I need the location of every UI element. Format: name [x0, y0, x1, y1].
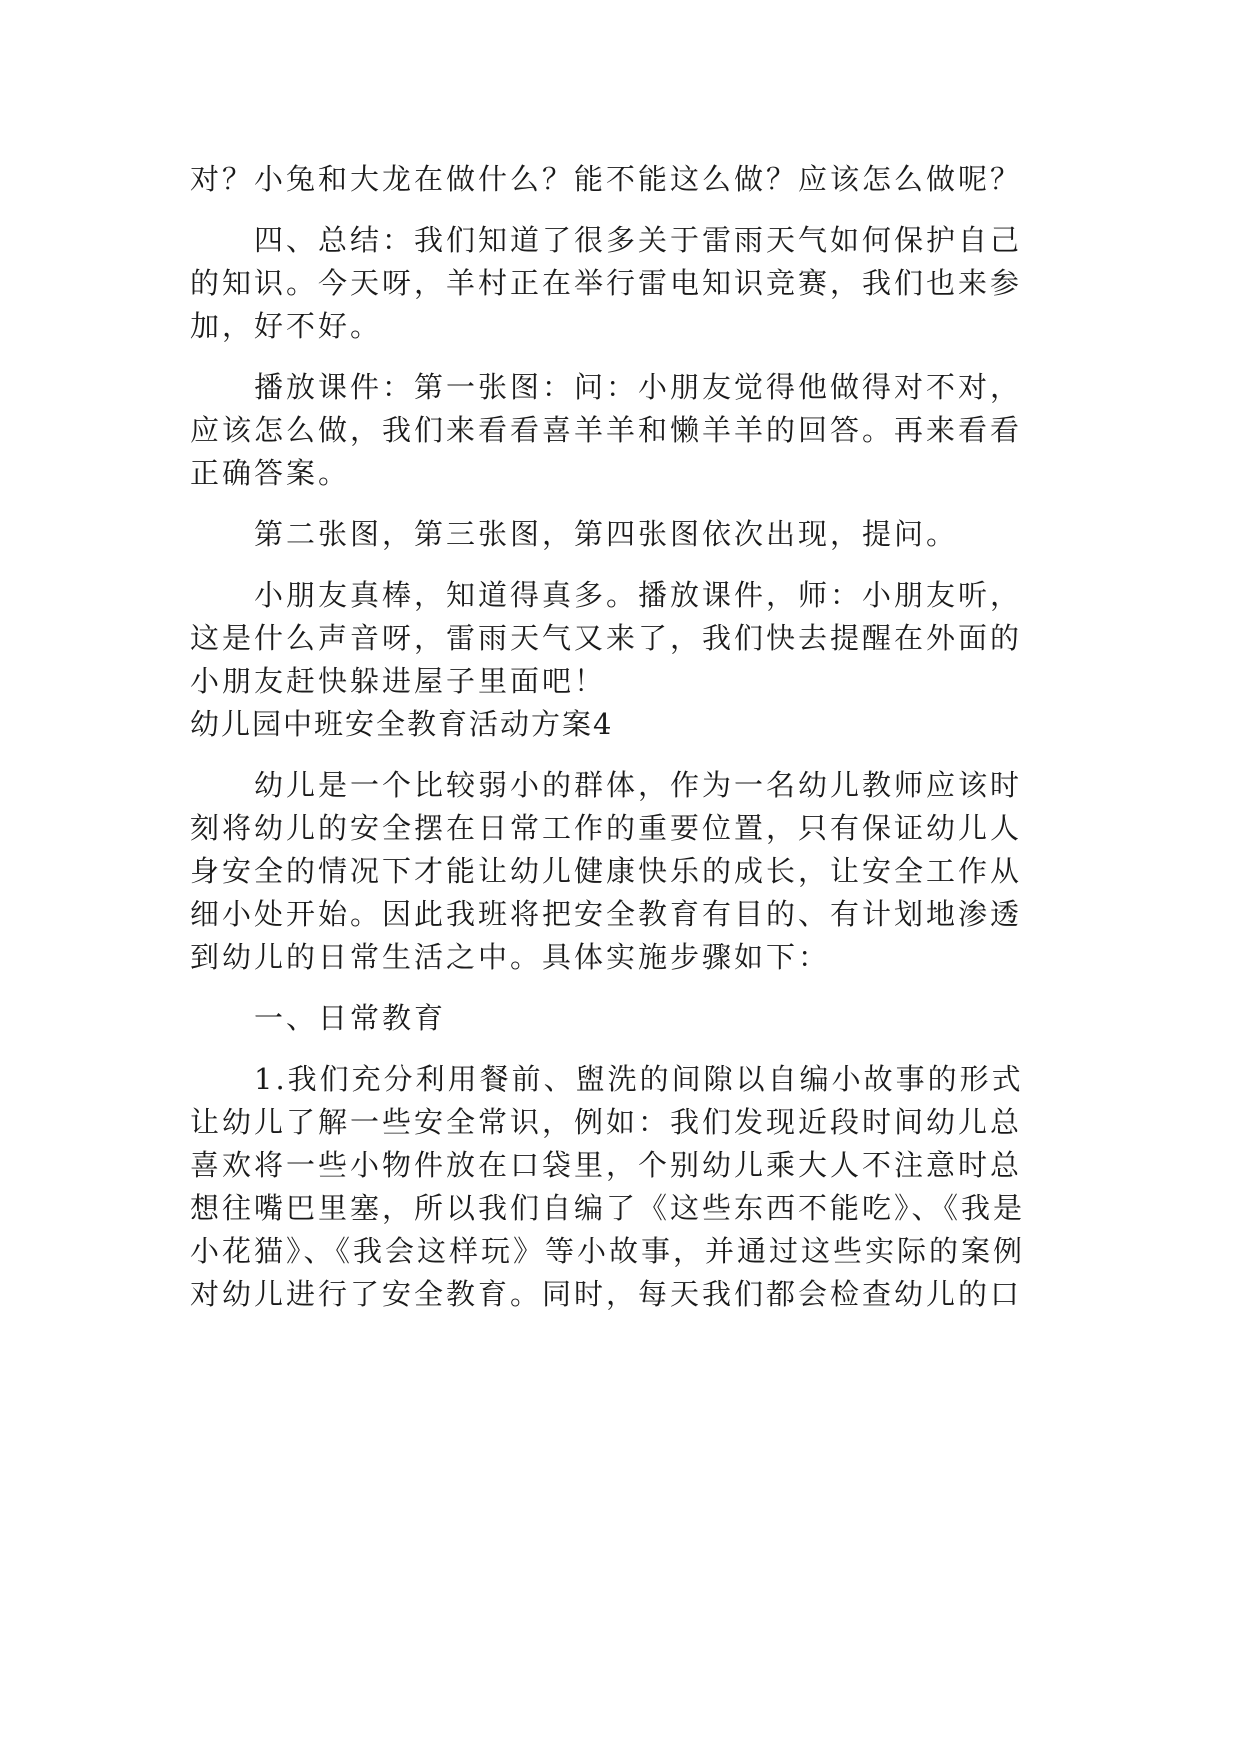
text-line: 小朋友真棒，知道得真多。播放课件，师：小朋友听， — [254, 578, 1023, 612]
paragraph-pictures — [190, 513, 1070, 556]
subheading-text: 一、日常教育 — [254, 1001, 447, 1035]
paragraph-summary — [190, 219, 1070, 348]
text-line: 正确答案。 — [190, 456, 351, 490]
text-line: 这是什么声音呀，雷雨天气又来了，我们快去提醒在外面的 — [190, 621, 1023, 655]
text-line: 小朋友赶快躲进屋子里面吧！ — [190, 664, 607, 698]
document-body — [190, 158, 1070, 1316]
text-line: 刻将幼儿的安全摆在日常工作的重要位置，只有保证幼儿人 — [190, 811, 1023, 845]
text-line: 四、总结：我们知道了很多关于雷雨天气如何保护自己 — [254, 223, 1023, 257]
text-line: 想往嘴巴里塞，所以我们自编了《这些东西不能吃》、《我是 — [190, 1191, 1026, 1225]
paragraph-item-1 — [190, 1058, 1070, 1316]
text-line: 1.我们充分利用餐前、盥洗的间隙以自编小故事的形式 — [254, 1062, 1024, 1096]
text-line: 第二张图，第三张图，第四张图依次出现，提问。 — [254, 517, 959, 551]
text-line: 加，好不好。 — [190, 309, 383, 343]
text-line: 身安全的情况下才能让幼儿健康快乐的成长，让安全工作从 — [190, 854, 1023, 888]
subheading-daily-education — [190, 997, 1070, 1040]
text-line: 的知识。今天呀，羊村正在举行雷电知识竞赛，我们也来参 — [190, 266, 1023, 300]
text-line: 到幼儿的日常生活之中。具体实施步骤如下： — [190, 940, 831, 974]
text-line: 让幼儿了解一些安全常识，例如：我们发现近段时间幼儿总 — [190, 1105, 1023, 1139]
paragraph-praise — [190, 574, 1070, 703]
section-title: 幼儿园中班安全教育活动方案4 — [190, 707, 614, 741]
text-line: 喜欢将一些小物件放在口袋里，个别幼儿乘大人不注意时总 — [190, 1148, 1023, 1182]
text-line: 幼儿是一个比较弱小的群体，作为一名幼儿教师应该时 — [254, 768, 1023, 802]
text-line: 小花猫》、《我会这样玩》等小故事，并通过这些实际的案例 — [190, 1234, 1026, 1268]
text-line: 应该怎么做，我们来看看喜羊羊和懒羊羊的回答。再来看看 — [190, 413, 1023, 447]
section-heading — [190, 703, 1070, 746]
text-line: 细小处开始。因此我班将把安全教育有目的、有计划地渗透 — [190, 897, 1023, 931]
text-line: 对？小兔和大龙在做什么？能不能这么做？应该怎么做呢？ — [190, 162, 1023, 196]
paragraph-continuation — [190, 158, 1070, 201]
paragraph-intro — [190, 764, 1070, 979]
text-line: 播放课件：第一张图：问：小朋友觉得他做得对不对， — [254, 370, 1023, 404]
text-line: 对幼儿进行了安全教育。同时，每天我们都会检查幼儿的口 — [190, 1277, 1023, 1311]
paragraph-courseware — [190, 366, 1070, 495]
